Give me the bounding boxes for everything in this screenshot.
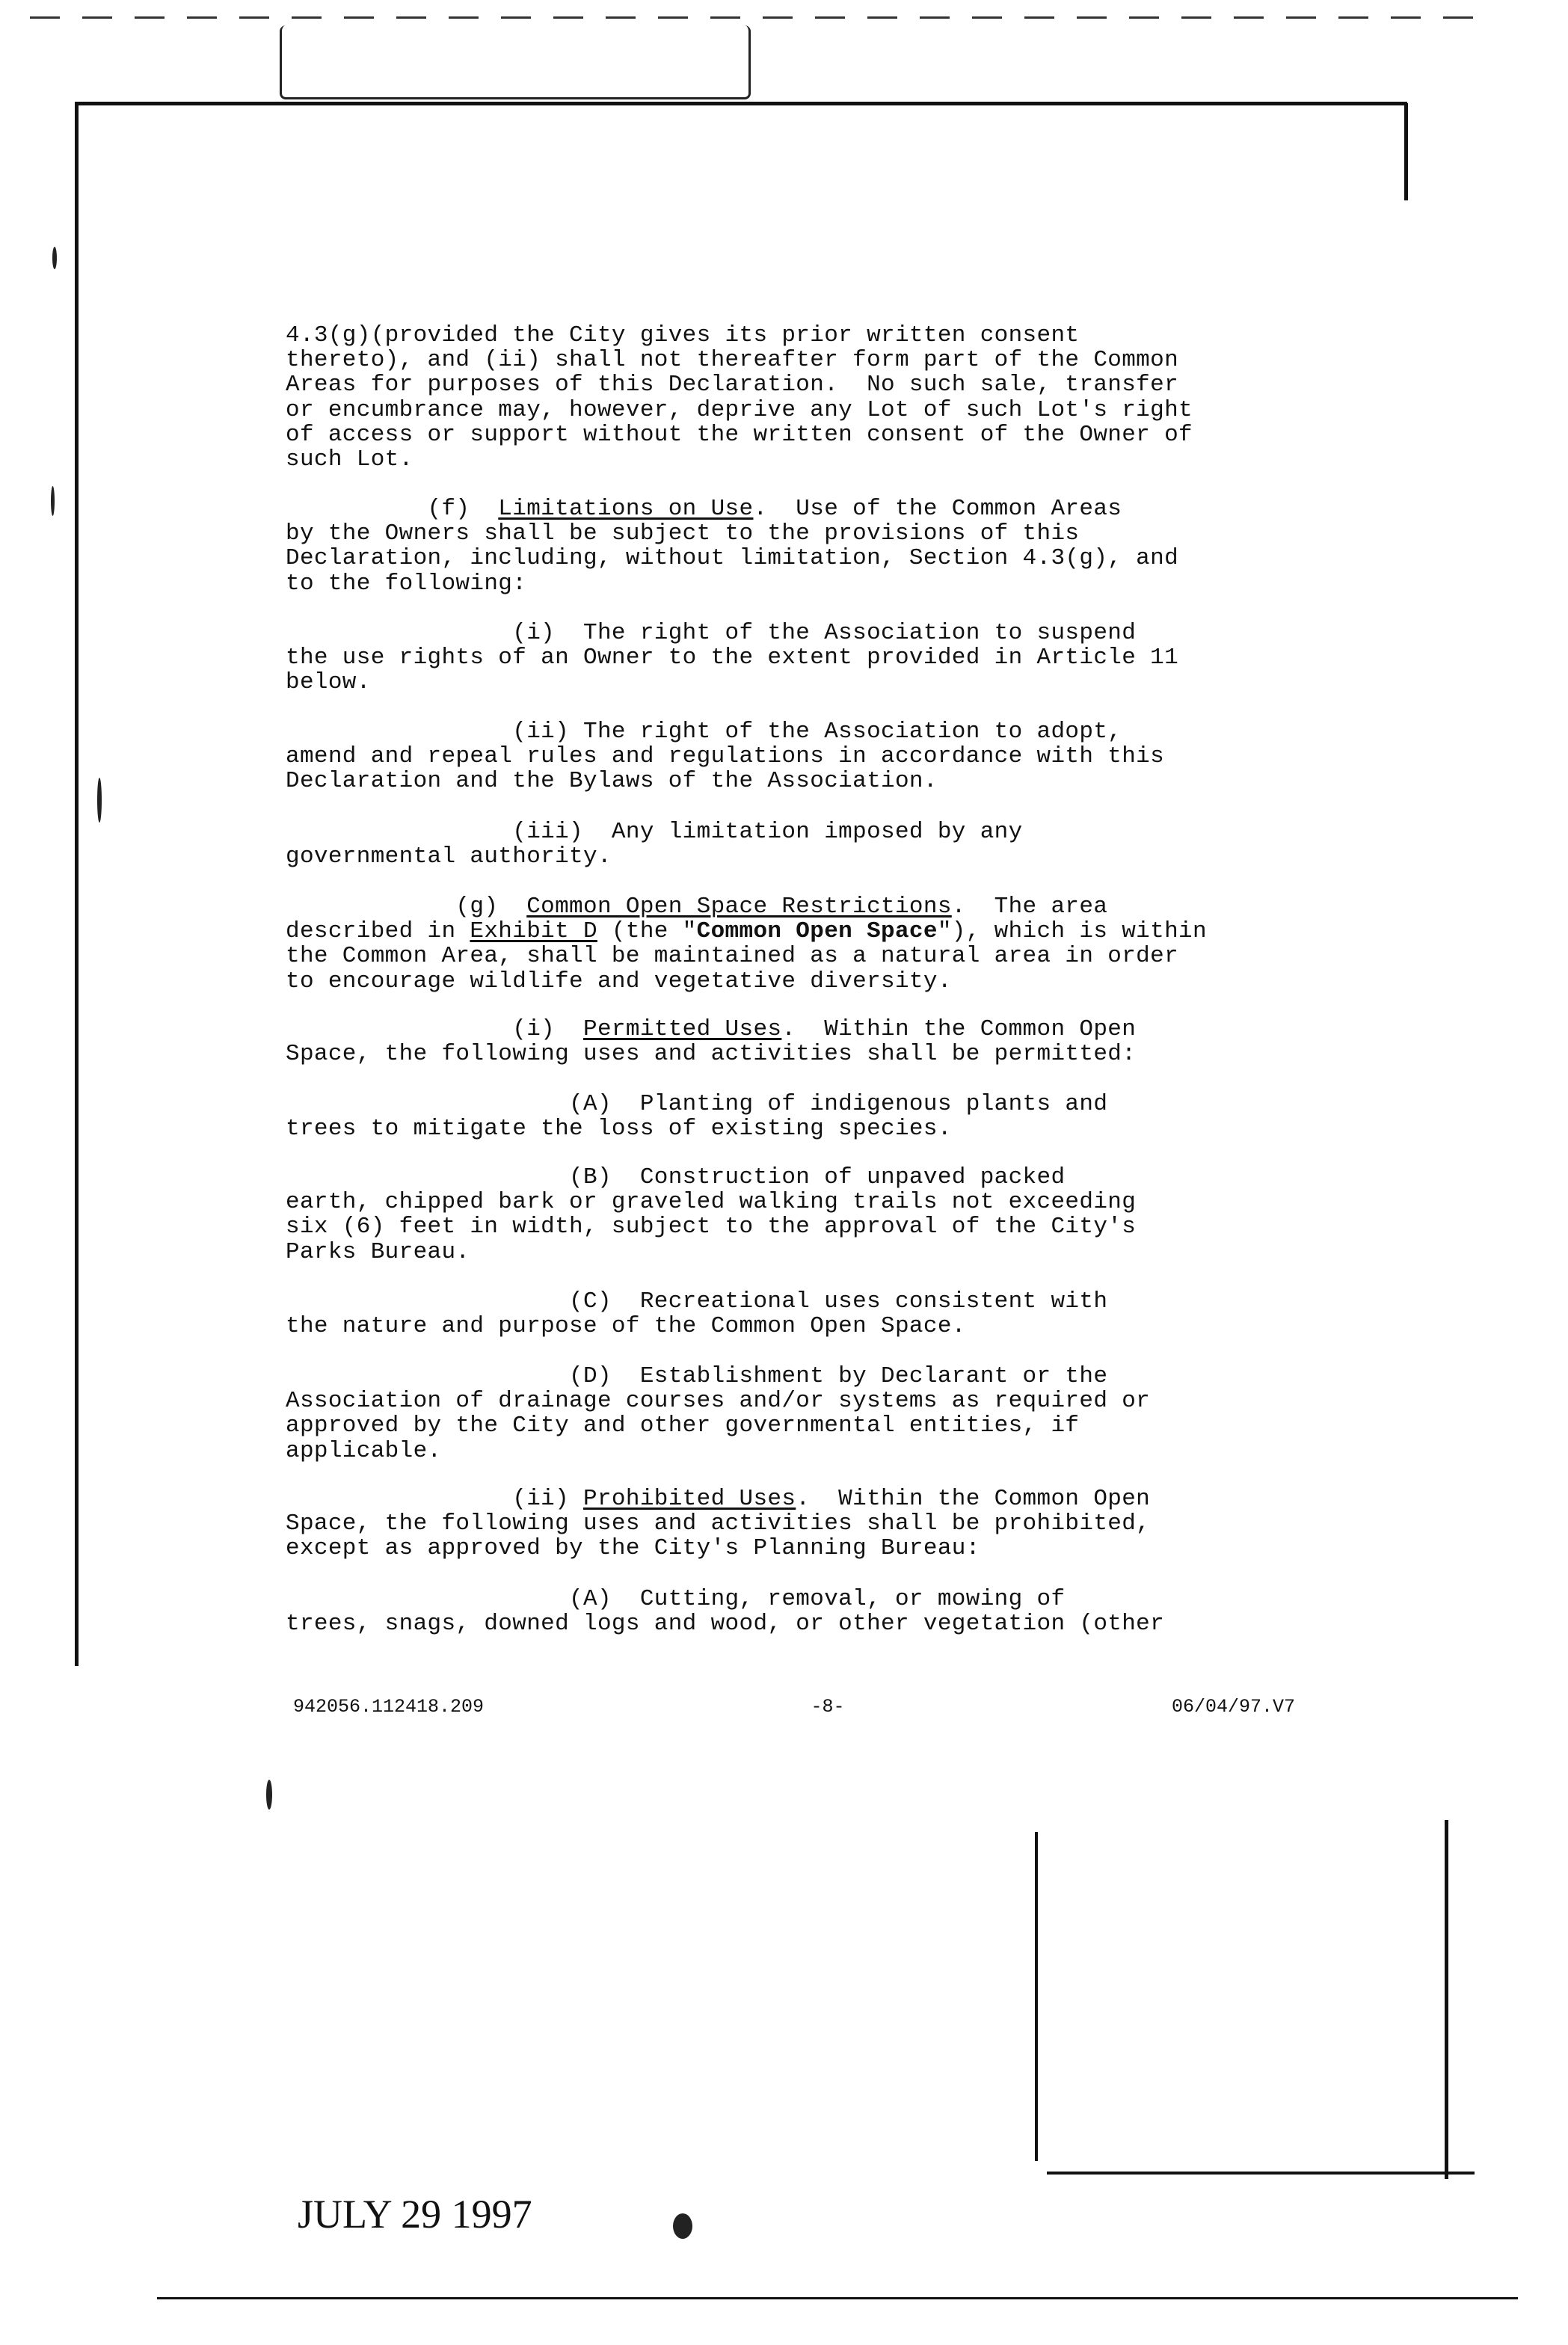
underlined-heading: Exhibit D — [470, 918, 597, 945]
footer-version: 06/04/97.V7 — [1171, 1696, 1295, 1718]
paragraph-text: . Within the Common Open Space, the following uses and activities shall be permitted: — [286, 1016, 1137, 1068]
paragraph-text: (ii) The right of the Association to adopt, amend and repeal rules and regulations in accordance with this Declaration and the Bylaws of the Association. — [286, 719, 1165, 795]
paragraph-text: "), which is within the Common Area, shall be maintained as a natural area in order to encourage wildlife and vegetative diversity. — [286, 918, 1207, 995]
paragraph-text: (A) Planting of indigenous plants and trees to mitigate the loss of existing species. — [286, 1091, 1108, 1143]
page-frame-right-rule — [1404, 103, 1408, 200]
paragraph-text: (iii) Any limitation imposed by any governmental authority. — [286, 819, 1023, 870]
paragraph-text: (D) Establishment by Declarant or the Association of drainage courses and/or systems as required or approved by the City and other governmental entities, if applicable. — [286, 1363, 1151, 1464]
paragraph-text: (g) — [286, 894, 527, 920]
paragraph-text: . Use of the Common Areas by the Owners shall be subject to the provisions of this Declaration, including, without limitation, Section 4.3(g), and to the following: — [286, 496, 1179, 597]
scan-speck — [266, 1780, 272, 1810]
scan-bottom-rule — [157, 2297, 1518, 2299]
paragraph — [286, 894, 1207, 994]
paragraph-text: (B) Construction of unpaved packed earth, chipped bark or graveled walking trails not exceeding six (6) feet in width, subject to the approval of the City's Parks Bureau. — [286, 1164, 1137, 1265]
scan-edge-dashes — [30, 16, 1495, 19]
underlined-heading: Limitations on Use — [498, 496, 754, 522]
scan-artifact-vertical — [1035, 1832, 1038, 2161]
paragraph — [286, 1165, 1136, 1264]
paragraph-text: (A) Cutting, removal, or mowing of trees, snags, downed logs and wood, or other vegetation (other — [286, 1586, 1165, 1638]
scan-speck — [52, 247, 57, 269]
paragraph — [286, 1017, 1136, 1066]
paragraph-text: (f) — [286, 496, 499, 522]
paragraph-text: . The area described in — [286, 894, 1108, 945]
scan-speck — [673, 2213, 692, 2239]
paragraph — [286, 1364, 1150, 1463]
paragraph — [286, 1587, 1164, 1636]
underlined-heading: Prohibited Uses — [583, 1486, 796, 1512]
page-frame-left-rule — [75, 103, 79, 1666]
scan-speck — [97, 778, 102, 823]
scan-artifact-right-edge — [1445, 1820, 1448, 2179]
bold-term: Common Open Space — [696, 918, 938, 945]
paragraph — [286, 1092, 1107, 1141]
page-frame-top-rule — [75, 102, 1407, 105]
paragraph-text: . Within the Common Open Space, the following uses and activities shall be prohibited, except as approved by the City's Planning Bureau: — [286, 1486, 1151, 1562]
paragraph — [286, 820, 1023, 869]
paragraph-text: (the " — [597, 918, 697, 945]
scan-top-box — [280, 25, 751, 99]
paragraph-text: (i) — [286, 1016, 584, 1042]
underlined-heading: Permitted Uses — [583, 1016, 782, 1042]
paragraph-text: (i) The right of the Association to suspend the use rights of an Owner to the extent provided in Article 11 below. — [286, 620, 1179, 696]
footer-document-id: 942056.112418.209 — [293, 1696, 485, 1718]
underlined-heading: Common Open Space Restrictions — [526, 894, 952, 920]
paragraph-text: (ii) — [286, 1486, 584, 1512]
footer-page-number: -8- — [811, 1696, 845, 1718]
paragraph — [286, 719, 1164, 794]
paragraph — [286, 621, 1178, 695]
paragraph — [286, 497, 1178, 596]
scan-artifact-horizontal — [1047, 2172, 1475, 2175]
page-footer — [293, 1696, 1295, 1718]
paragraph — [286, 323, 1193, 472]
paragraph — [286, 1487, 1150, 1561]
date-stamp: JULY 29 1997 — [298, 2192, 532, 2237]
scan-speck — [51, 486, 55, 516]
paragraph — [286, 1289, 1107, 1339]
paragraph-text: 4.3(g)(provided the City gives its prior written consent thereto), and (ii) shall not thereafter form part of the Common Areas for purposes of this Declaration. No such sale, transfer or encumbrance may, however, deprive any Lot of such Lot's right of access or support without the written consent of the Owner of such Lot. — [286, 322, 1193, 473]
paragraph-text: (C) Recreational uses consistent with the nature and purpose of the Common Open Space. — [286, 1288, 1108, 1340]
